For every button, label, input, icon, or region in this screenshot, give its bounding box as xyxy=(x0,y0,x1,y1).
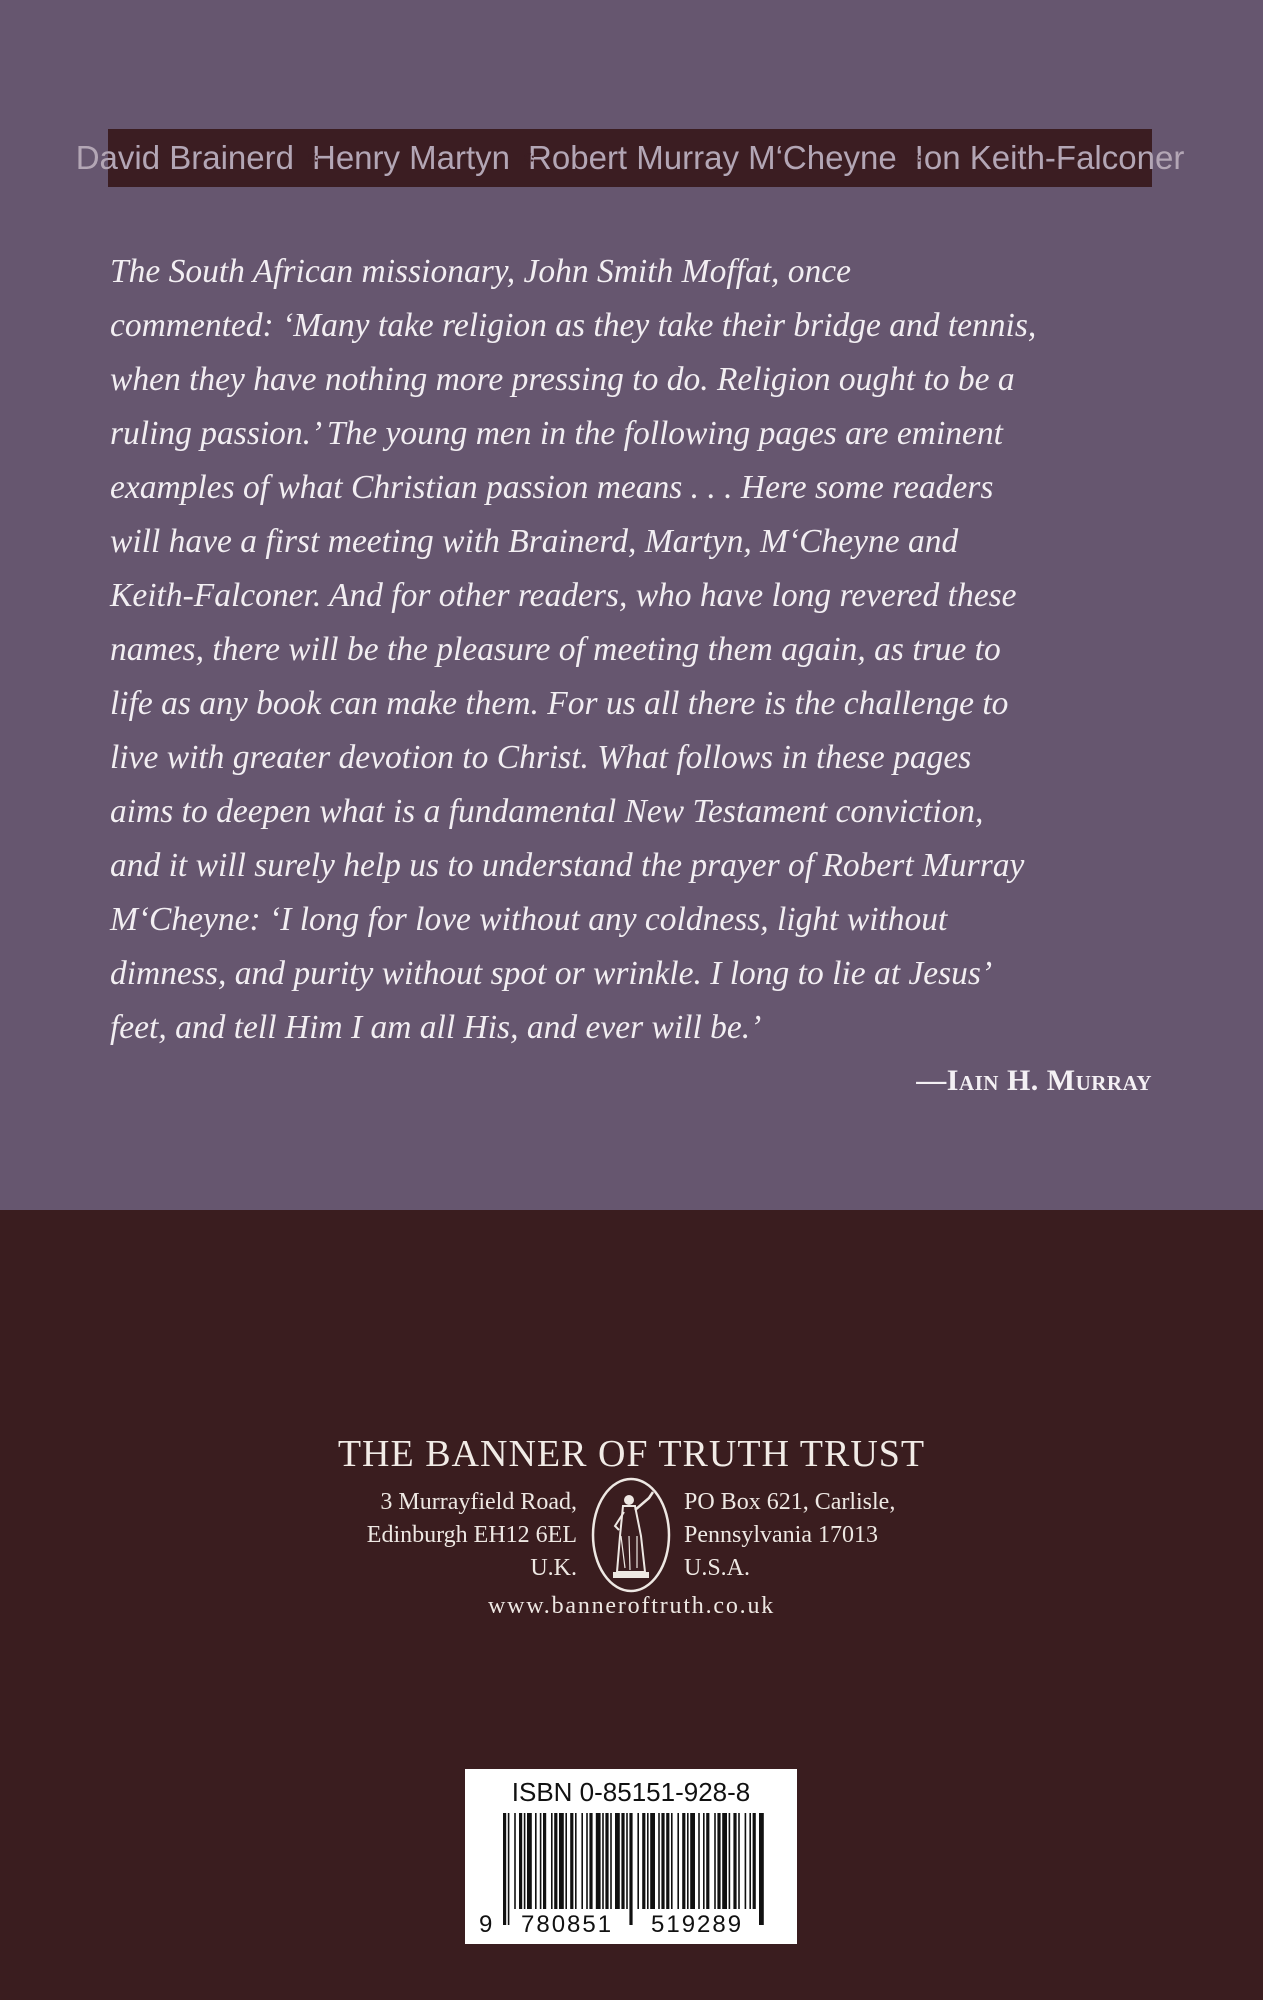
barcode-bar xyxy=(527,1813,532,1909)
barcode-bar xyxy=(698,1813,700,1909)
barcode-bar xyxy=(745,1813,747,1909)
barcode-bar xyxy=(706,1813,709,1909)
barcode-bar xyxy=(503,1813,506,1925)
barcode-bar xyxy=(682,1813,685,1909)
barcode-bar xyxy=(535,1813,537,1909)
barcode-bar xyxy=(519,1813,522,1909)
barcode-digit-prefix: 9 xyxy=(479,1911,495,1938)
barcode-digits-right: 519289 xyxy=(651,1911,744,1938)
barcode-bar xyxy=(596,1813,601,1909)
name-keith-falconer: Ion Keith-Falconer xyxy=(914,139,1185,176)
address-uk-line: 3 Murrayfield Road, xyxy=(380,1489,577,1515)
blurb-line: life as any book can make them. For us all there is the challenge to xyxy=(110,685,1009,722)
blurb-line: Keith-Falconer. And for other readers, who have long revered these xyxy=(110,577,1017,614)
barcode-bar xyxy=(642,1813,645,1909)
address-us xyxy=(684,1486,895,1585)
barcode-bar xyxy=(729,1813,731,1909)
barcode-bar xyxy=(749,1813,751,1909)
barcode-bar xyxy=(690,1813,695,1909)
address-us-line: PO Box 621, Carlisle, xyxy=(684,1489,896,1515)
barcode-bar xyxy=(671,1813,673,1909)
name-brainerd: David Brainerd xyxy=(75,139,294,176)
blurb-line: M‘Cheyne: ‘I long for love without any coldness, light without xyxy=(110,901,948,938)
barcode-bar xyxy=(621,1813,624,1909)
blurb-line: commented: ‘Many take religion as they take their bridge and tennis, xyxy=(110,307,1037,344)
barcode-bar xyxy=(508,1813,510,1925)
barcode-bar xyxy=(753,1813,756,1909)
barcode-bar xyxy=(647,1813,649,1909)
blurb-line: dimness, and purity without spot or wrinkle. I long to lie at Jesus’ xyxy=(110,955,993,992)
barcode-bar xyxy=(524,1813,526,1909)
address-us-line: Pennsylvania 17013 xyxy=(684,1522,878,1548)
address-uk-line: U.K. xyxy=(530,1555,577,1581)
blurb-line: live with greater devotion to Christ. What follows in these pages xyxy=(110,739,972,776)
barcode-bar xyxy=(677,1813,679,1909)
name-mcheyne: Robert Murray M‘Cheyne xyxy=(528,139,897,176)
publisher-website: www.banneroftruth.co.uk xyxy=(487,1593,776,1619)
barcode-bar xyxy=(540,1813,542,1909)
address-uk xyxy=(367,1486,577,1585)
name-martyn: Henry Martyn xyxy=(311,139,511,176)
isbn-label: ISBN 0-85151-928-8 xyxy=(511,1777,751,1807)
barcode-bar xyxy=(551,1813,553,1909)
barcode-bar xyxy=(637,1813,639,1909)
preacher-figure-logo-icon xyxy=(589,1476,673,1594)
barcode-bar xyxy=(626,1813,628,1909)
barcode-bar xyxy=(589,1813,592,1909)
barcode-bar xyxy=(570,1813,573,1909)
blurb-line: and it will surely help us to understand the prayer of Robert Murray xyxy=(110,847,1025,884)
barcode-bar xyxy=(629,1813,632,1925)
barcode-icon xyxy=(465,1769,797,1944)
barcode-bar xyxy=(722,1813,727,1909)
barcode-digits-left: 780851 xyxy=(521,1911,614,1938)
barcode-bar xyxy=(554,1813,557,1909)
barcode-bar xyxy=(610,1813,612,1909)
barcode-bar xyxy=(714,1813,716,1909)
blurb-line: when they have nothing more pressing to do. Religion ought to be a xyxy=(110,361,1015,398)
barcode-bar xyxy=(661,1813,664,1909)
barcode-bar xyxy=(703,1813,705,1909)
blurb-line: examples of what Christian passion means . . . Here some readers xyxy=(110,469,994,506)
blurb-text xyxy=(110,245,1155,1055)
barcode-bar xyxy=(717,1813,720,1909)
barcode-bar xyxy=(543,1813,546,1909)
barcode-bar xyxy=(759,1813,764,1925)
barcode-bar xyxy=(559,1813,564,1909)
barcode-bar xyxy=(658,1813,660,1909)
barcode-bar xyxy=(650,1813,655,1909)
barcode-bar xyxy=(565,1813,567,1909)
barcode-bar xyxy=(666,1813,669,1909)
names-bar xyxy=(75,129,1185,187)
blurb-line: will have a first meeting with Brainerd, Martyn, M‘Cheyne and xyxy=(110,523,959,560)
publisher-name: THE BANNER OF TRUTH TRUST xyxy=(337,1433,926,1475)
barcode-bar xyxy=(602,1813,604,1909)
blurb-line: feet, and tell Him I am all His, and ever will be.’ xyxy=(110,1009,762,1046)
blurb-line: aims to deepen what is a fundamental New Testament conviction, xyxy=(110,793,984,830)
barcode-bar xyxy=(581,1813,583,1909)
barcode-bar xyxy=(586,1813,588,1909)
barcode-bar xyxy=(615,1813,620,1909)
barcode-bar xyxy=(738,1813,740,1909)
barcode-bar xyxy=(605,1813,608,1909)
barcode-bar xyxy=(687,1813,689,1909)
barcode-bar xyxy=(514,1813,516,1909)
barcode-bar xyxy=(733,1813,736,1909)
blurb-line: ruling passion.’ The young men in the following pages are eminent xyxy=(110,415,1003,452)
blurb-line: The South African missionary, John Smith Moffat, once xyxy=(110,253,851,290)
blurb-line: names, there will be the pleasure of meeting them again, as true to xyxy=(110,631,1001,668)
barcode-box xyxy=(465,1769,797,1944)
address-us-line: U.S.A. xyxy=(684,1555,751,1581)
blurb-attribution: —Iain H. Murray xyxy=(916,1064,1152,1097)
address-uk-line: Edinburgh EH12 6EL xyxy=(366,1522,577,1548)
barcode-bar xyxy=(575,1813,577,1909)
